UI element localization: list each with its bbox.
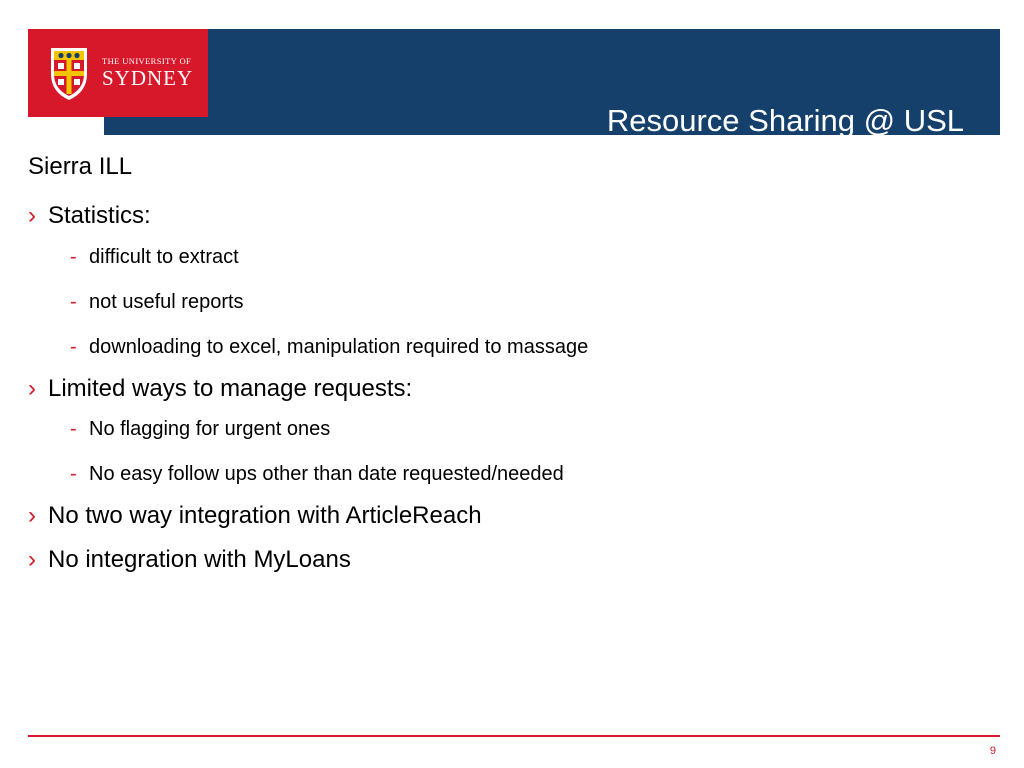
bullet-text: Statistics:: [48, 202, 151, 229]
sub-bullet-item: [28, 463, 988, 486]
university-logo: [28, 29, 208, 117]
bullet-item: [28, 202, 988, 230]
footer-divider: [28, 735, 1000, 737]
sub-bullet-text: No flagging for urgent ones: [89, 418, 331, 441]
sub-bullet-marker: -: [70, 245, 77, 268]
logo-text-line1: THE UNIVERSITY OF: [102, 56, 192, 66]
bullet-marker: ›: [28, 545, 36, 573]
sub-bullet-marker: -: [70, 290, 77, 313]
sub-bullet-item: [28, 246, 988, 269]
sub-bullet-text: No easy follow ups other than date requested/needed: [89, 463, 564, 486]
sub-bullet-item: [28, 291, 988, 314]
sub-bullet-text: not useful reports: [89, 290, 244, 313]
slide-subtitle: Sierra ILL: [28, 153, 133, 180]
bullet-text: No integration with MyLoans: [48, 545, 351, 573]
bullet-list: [28, 202, 988, 589]
sub-bullet-marker: -: [70, 418, 77, 441]
bullet-item: [28, 546, 988, 574]
sub-bullet-item: [28, 336, 988, 359]
bullet-marker: ›: [28, 202, 36, 229]
sub-bullet-marker: -: [70, 463, 77, 486]
slide-title: Resource Sharing @ USL: [606, 103, 964, 138]
bullet-item: [28, 502, 988, 530]
header-bar: [104, 29, 1000, 138]
sub-bullet-marker: -: [70, 335, 77, 358]
sub-bullet-text: downloading to excel, manipulation required to massage: [89, 335, 589, 358]
bullet-marker: ›: [28, 374, 36, 402]
crest-icon: [47, 44, 91, 102]
sub-bullet-item: [28, 418, 988, 441]
bullet-item: [28, 375, 988, 403]
logo-text: [102, 57, 193, 89]
logo-text-line2: SYDNEY: [102, 65, 194, 90]
sub-bullet-text: difficult to extract: [89, 245, 239, 268]
page-number: 9: [989, 745, 996, 757]
bullet-marker: ›: [28, 502, 36, 530]
bullet-text: Limited ways to manage requests:: [48, 374, 413, 402]
bullet-text: No two way integration with ArticleReach: [48, 502, 482, 530]
